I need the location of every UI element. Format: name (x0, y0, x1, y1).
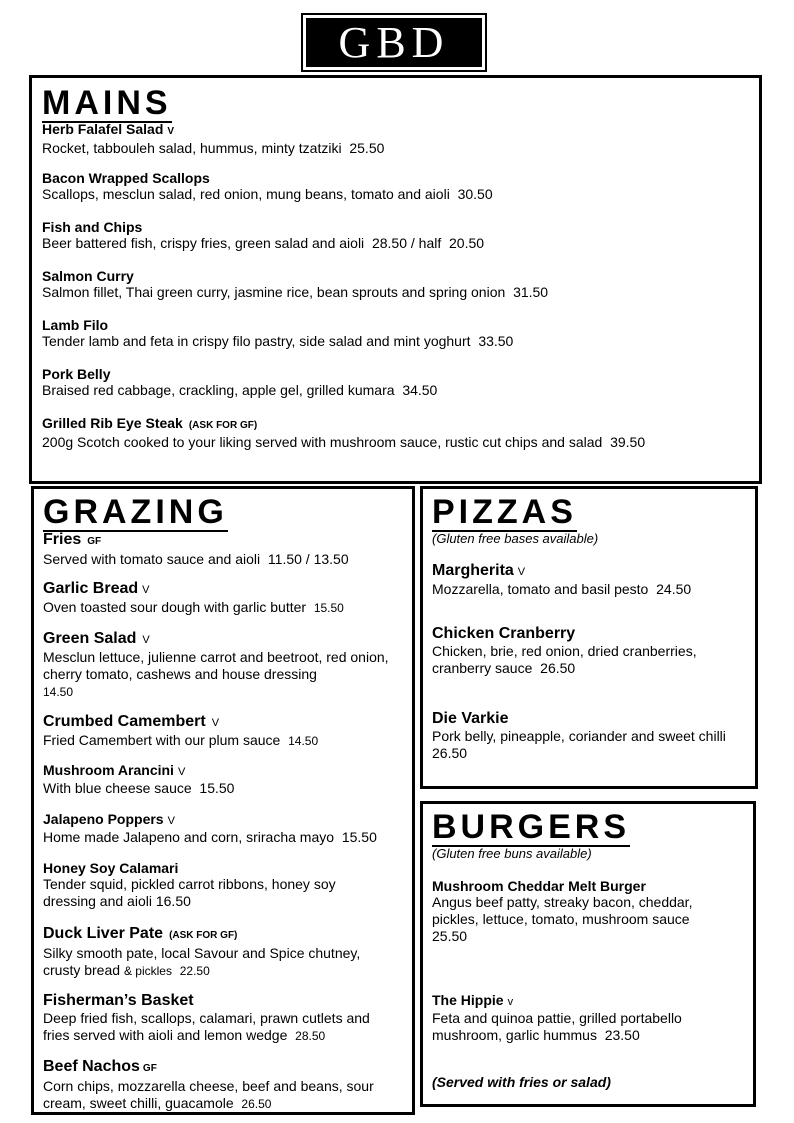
menu-item (42, 121, 742, 157)
vegetarian-mark: v (507, 996, 514, 1008)
grazing-heading: GRAZING (43, 493, 228, 531)
menu-item (43, 580, 403, 617)
item-description: Tender squid, pickled carrot ribbons, honey soy dressing and aioli 16.50 (43, 876, 336, 909)
item-price: 16.50 (155, 893, 191, 909)
item-description: Feta and quinoa pattie, grilled portabello mushroom, garlic hummus 23.50 (432, 1010, 682, 1043)
item-price: 28.50 / half 20.50 (371, 235, 485, 251)
item-price: 26.50 (241, 1097, 272, 1111)
menu-item (43, 630, 393, 701)
item-description: Silky smooth pate, local Savour and Spice chutney, crusty bread & pickles 22.50 (43, 945, 361, 978)
item-name: Herb Falafel Salad V (42, 121, 175, 137)
pizzas-heading: PIZZAS (432, 493, 577, 531)
item-description: Scallops, mesclun salad, red onion, mung beans, tomato and aioli 30.50 (42, 186, 493, 202)
burgers-subtitle: (Gluten free buns available) (432, 846, 592, 861)
item-description: 200g Scotch cooked to your liking served with mushroom sauce, rustic cut chips and salad 39.50 (42, 434, 646, 450)
item-price: 15.50 (313, 601, 344, 615)
menu-item (42, 219, 742, 252)
logo (301, 13, 487, 72)
item-name: Mushroom Arancini V (43, 762, 186, 778)
item-description: Oven toasted sour dough with garlic butter 15.50 (43, 599, 344, 615)
item-description: Corn chips, mozzarella cheese, beef and beans, sour cream, sweet chilli, guacamole 26.50 (43, 1078, 374, 1111)
menu-item (43, 762, 403, 797)
menu-item (43, 531, 403, 568)
menu-item (43, 860, 363, 910)
item-price: 28.50 (295, 1029, 326, 1043)
item-name: Garlic Bread V (43, 580, 150, 597)
logo-plate (306, 18, 482, 67)
item-price: 25.50 (432, 928, 468, 944)
item-price: 33.50 (478, 333, 514, 349)
vegetarian-mark: V (517, 566, 526, 578)
burgers-served-note: (Served with fries or salad) (432, 1074, 611, 1090)
item-description: Rocket, tabbouleh salad, hummus, minty tzatziki 25.50 (42, 140, 385, 156)
mains-heading: MAINS (42, 84, 172, 122)
item-name: Beef Nachos GF (43, 1058, 157, 1075)
pizzas-subtitle: (Gluten free bases available) (432, 531, 599, 546)
menu-item (43, 925, 393, 980)
gf-mark: GF (87, 536, 102, 547)
menu-item (432, 878, 732, 945)
item-price: 15.50 (341, 829, 377, 845)
gf-note: (ASK FOR GF) (169, 930, 238, 941)
item-name: Green Salad V (43, 630, 150, 647)
item-price: 30.50 (457, 186, 493, 202)
menu-item (432, 992, 732, 1044)
item-price: 22.50 (179, 964, 210, 978)
item-name: Duck Liver Pate (ASK FOR GF) (43, 925, 238, 942)
menu-item (432, 710, 750, 762)
gf-mark: GF (142, 1063, 157, 1074)
item-description: Fried Camembert with our plum sauce 14.50 (43, 732, 319, 748)
item-extra: & pickles (123, 964, 172, 978)
item-name: Honey Soy Calamari (43, 860, 179, 876)
item-price: 25.50 (349, 140, 385, 156)
menu-item (432, 562, 750, 598)
item-name: Fisherman’s Basket (43, 992, 194, 1009)
item-price: 23.50 (604, 1027, 640, 1043)
item-price: 34.50 (402, 382, 438, 398)
item-description: Beer battered fish, crispy fries, green salad and aioli 28.50 / half 20.50 (42, 235, 485, 251)
item-price: 24.50 (656, 581, 692, 597)
item-price: 14.50 (43, 685, 74, 699)
menu-item (42, 170, 742, 203)
item-name: Chicken Cranberry (432, 625, 576, 642)
burgers-heading: BURGERS (432, 808, 631, 846)
item-name: Crumbed Camembert V (43, 713, 220, 730)
item-name: Bacon Wrapped Scallops (42, 170, 210, 186)
item-price: 11.50 / 13.50 (267, 551, 349, 567)
menu-item (42, 268, 742, 301)
item-description: Chicken, brie, red onion, dried cranberries, cranberry sauce 26.50 (432, 643, 697, 676)
item-description: Salmon fillet, Thai green curry, jasmine rice, bean sprouts and spring onion 31.50 (42, 284, 549, 300)
item-price: 14.50 (288, 734, 319, 748)
item-name: Fries GF (43, 531, 102, 548)
item-price: 15.50 (199, 780, 235, 796)
item-name: Mushroom Cheddar Melt Burger (432, 878, 646, 894)
menu-item (42, 317, 742, 350)
vegetarian-mark: V (142, 634, 150, 646)
item-name: Pork Belly (42, 366, 111, 382)
item-name: Grilled Rib Eye Steak (ASK FOR GF) (42, 415, 258, 431)
item-name: Lamb Filo (42, 317, 109, 333)
item-description: With blue cheese sauce 15.50 (43, 780, 235, 796)
item-price: 31.50 (513, 284, 549, 300)
item-name: Jalapeno Poppers V (43, 811, 175, 827)
item-price: 26.50 (432, 745, 468, 761)
item-description: Mesclun lettuce, julienne carrot and beetroot, red onion, cherry tomato, cashews and house dressing 14.50 (43, 649, 389, 699)
item-name: Salmon Curry (42, 268, 134, 284)
menu-item (43, 992, 398, 1045)
item-price: 39.50 (610, 434, 646, 450)
menu-item (432, 625, 732, 677)
item-description: Pork belly, pineapple, coriander and sweet chilli 26.50 (432, 728, 726, 761)
item-description: Angus beef patty, streaky bacon, cheddar, pickles, lettuce, tomato, mushroom sauce 25.50 (432, 894, 693, 944)
vegetarian-mark: V (211, 717, 220, 729)
vegetarian-mark: V (167, 126, 175, 137)
item-description: Deep fried fish, scallops, calamari, prawn cutlets and fries served with aioli and lemon wedge 28.50 (43, 1010, 370, 1043)
menu-item (42, 415, 752, 451)
item-description: Served with tomato sauce and aioli 11.50 / 13.50 (43, 551, 349, 567)
vegetarian-mark: V (142, 584, 150, 596)
item-description: Home made Jalapeno and corn, sriracha mayo 15.50 (43, 829, 377, 845)
item-name: Margherita V (432, 562, 526, 579)
item-description: Braised red cabbage, crackling, apple gel, grilled kumara 34.50 (42, 382, 438, 398)
menu-item (42, 366, 742, 399)
gf-note: (ASK FOR GF) (188, 420, 258, 431)
menu-item (43, 1058, 398, 1113)
menu-item (43, 713, 403, 750)
item-description: Mozzarella, tomato and basil pesto 24.50 (432, 581, 692, 597)
item-name: The Hippie v (432, 992, 514, 1008)
menu-item (43, 811, 403, 846)
item-description: Tender lamb and feta in crispy filo pastry, side salad and mint yoghurt 33.50 (42, 333, 514, 349)
vegetarian-mark: V (177, 766, 186, 778)
item-price: 26.50 (540, 660, 576, 676)
item-name: Fish and Chips (42, 219, 143, 235)
logo-text: GBD (338, 17, 450, 67)
vegetarian-mark: V (167, 815, 175, 827)
item-name: Die Varkie (432, 710, 509, 727)
